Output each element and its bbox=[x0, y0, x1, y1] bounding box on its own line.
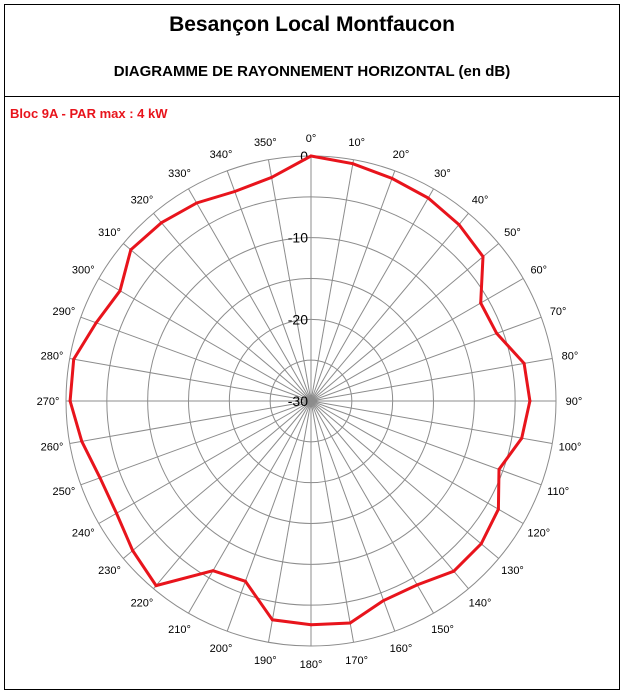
data-point bbox=[115, 512, 118, 515]
data-point bbox=[155, 584, 158, 587]
angle-tick-label: 290° bbox=[52, 306, 76, 319]
data-point bbox=[495, 332, 498, 335]
angle-tick-label: 100° bbox=[558, 441, 582, 454]
radial-tick-label: -10 bbox=[287, 229, 308, 246]
angle-tick-label: 130° bbox=[501, 565, 524, 578]
angle-tick-label: 250° bbox=[52, 485, 76, 498]
angle-tick-label: 310° bbox=[98, 226, 121, 239]
series-label: Bloc 9A - PAR max : 4 kW bbox=[10, 106, 168, 121]
data-point bbox=[270, 176, 273, 179]
data-point bbox=[95, 321, 98, 324]
data-point bbox=[310, 623, 313, 626]
data-point bbox=[160, 221, 163, 224]
data-point bbox=[391, 177, 394, 180]
chart-subtitle: DIAGRAMME DE RAYONNEMENT HORIZONTAL (en dB) bbox=[113, 63, 511, 80]
page-title: Besançon Local Montfaucon bbox=[169, 13, 455, 36]
angle-tick-label: 10° bbox=[348, 136, 365, 149]
angle-tick-label: 330° bbox=[168, 168, 191, 181]
data-point bbox=[427, 197, 430, 200]
data-point bbox=[528, 400, 531, 403]
angle-tick-label: 90° bbox=[565, 396, 583, 408]
data-point bbox=[310, 155, 313, 158]
data-point bbox=[119, 289, 122, 292]
data-point bbox=[452, 570, 455, 573]
data-point bbox=[244, 580, 247, 583]
data-point bbox=[479, 302, 482, 305]
data-point bbox=[80, 440, 83, 443]
angle-tick-label: 170° bbox=[345, 655, 369, 668]
angle-tick-label: 80° bbox=[561, 350, 579, 363]
data-point bbox=[99, 476, 102, 479]
data-point bbox=[349, 622, 352, 625]
angle-tick-label: 350° bbox=[253, 136, 277, 149]
angle-tick-label: 60° bbox=[530, 264, 548, 277]
angle-tick-label: 120° bbox=[527, 527, 551, 540]
data-point bbox=[233, 190, 236, 193]
radial-tick-label: 0 bbox=[300, 148, 308, 164]
data-point bbox=[212, 569, 215, 572]
data-point bbox=[482, 255, 485, 258]
data-point bbox=[382, 599, 385, 602]
data-point bbox=[416, 583, 419, 586]
data-point bbox=[523, 362, 526, 365]
angle-tick-label: 260° bbox=[40, 441, 64, 454]
data-point bbox=[72, 358, 75, 361]
angle-tick-label: 30° bbox=[434, 168, 451, 181]
angle-tick-label: 340° bbox=[209, 148, 233, 161]
angle-tick-label: 110° bbox=[547, 485, 570, 498]
angle-tick-label: 0° bbox=[305, 133, 317, 145]
angle-tick-label: 220° bbox=[130, 597, 154, 610]
data-point bbox=[497, 508, 500, 511]
data-point bbox=[498, 468, 501, 471]
angle-tick-label: 180° bbox=[299, 659, 323, 671]
data-point bbox=[69, 400, 72, 403]
radial-tick-label: -20 bbox=[287, 311, 308, 328]
data-point bbox=[131, 549, 134, 552]
angle-tick-label: 140° bbox=[468, 597, 492, 610]
data-point bbox=[480, 542, 483, 545]
angle-tick-label: 40° bbox=[471, 194, 489, 207]
angle-tick-label: 280° bbox=[40, 350, 64, 363]
data-point bbox=[520, 437, 523, 440]
angle-tick-label: 320° bbox=[130, 194, 154, 207]
data-point bbox=[271, 618, 274, 621]
angle-tick-label: 190° bbox=[253, 655, 277, 668]
angle-tick-label: 270° bbox=[36, 396, 60, 408]
angle-tick-label: 300° bbox=[71, 264, 95, 277]
angle-tick-label: 50° bbox=[504, 226, 521, 239]
angle-tick-label: 230° bbox=[98, 565, 121, 578]
angle-tick-label: 150° bbox=[431, 623, 454, 636]
data-point bbox=[195, 202, 198, 205]
angle-tick-label: 70° bbox=[549, 306, 567, 319]
angle-tick-label: 200° bbox=[209, 643, 233, 656]
angle-tick-label: 240° bbox=[71, 527, 95, 540]
data-point bbox=[129, 248, 132, 251]
angle-tick-label: 20° bbox=[392, 148, 410, 161]
angle-tick-label: 210° bbox=[168, 623, 191, 636]
angle-tick-label: 160° bbox=[389, 643, 413, 656]
data-point bbox=[351, 162, 354, 165]
radial-tick-label: -30 bbox=[287, 393, 308, 409]
data-point bbox=[458, 223, 461, 226]
